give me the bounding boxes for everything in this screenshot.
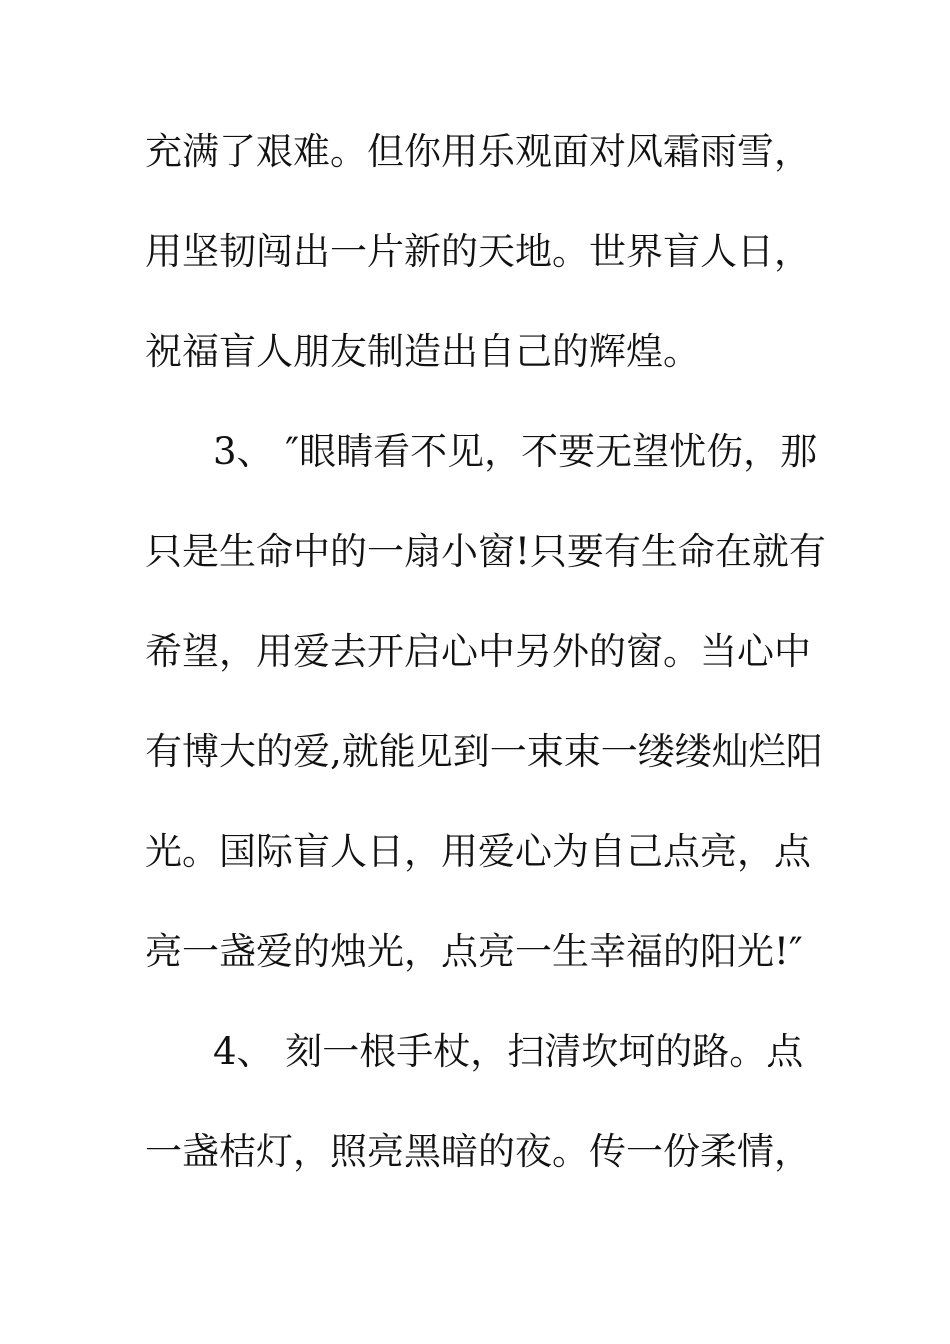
text-line: 用坚韧闯出一片新的天地。世界盲人日， bbox=[145, 230, 811, 273]
text-line: 希望，用爱去开启心中另外的窗。当心中 bbox=[145, 630, 811, 673]
text-line: 有博大的爱,就能见到一束束一缕缕灿烂阳 bbox=[145, 730, 823, 773]
text-line: 光。国际盲人日，用爱心为自己点亮，点 bbox=[145, 830, 811, 873]
text-line: 一盏桔灯，照亮黑暗的夜。传一份柔情， bbox=[145, 1130, 811, 1173]
text-line: 亮一盏爱的烛光，点亮一生幸福的阳光!″ bbox=[145, 930, 803, 973]
text-line: 祝福盲人朋友制造出自己的辉煌。 bbox=[145, 330, 700, 373]
paragraph-3-start: 3、 ″眼睛看不见，不要无望忧伤，那 bbox=[213, 430, 818, 473]
text-line: 充满了艰难。但你用乐观面对风霜雨雪， bbox=[145, 130, 811, 173]
paragraph-4-start: 4、 刻一根手杖，扫清坎坷的路。点 bbox=[213, 1030, 804, 1073]
text-line: 只是生命中的一扇小窗!只要有生命在就有 bbox=[145, 530, 826, 573]
